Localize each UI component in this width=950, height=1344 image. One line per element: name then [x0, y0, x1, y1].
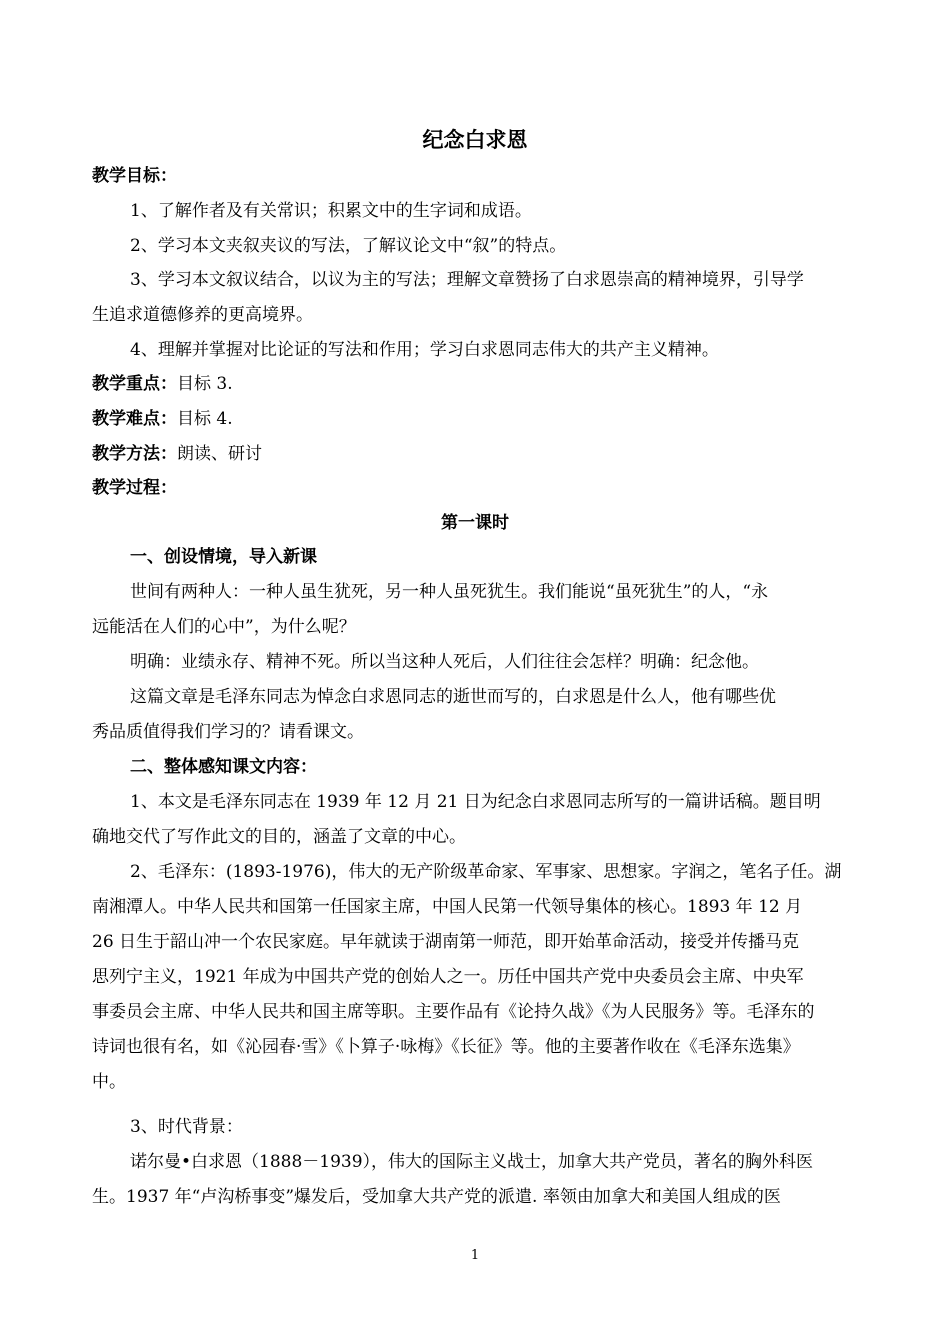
section2-line: 南湘潭人。中华人民共和国第一任国家主席，中国人民第一代领导集体的核心。1893 年 12 月 — [92, 897, 803, 917]
section2-line: 1、本文是毛泽东同志在 1939 年 12 月 21 日为纪念白求恩同志所写的一篇讲话稿。题目明 — [130, 792, 821, 812]
difficulty-value: 目标 4. — [177, 409, 233, 429]
section2-heading: 二、整体感知课文内容： — [130, 757, 317, 777]
document-title: 纪念白求恩 — [422, 128, 528, 152]
section1-line: 世间有两种人：一种人虽生犹死，另一种人虽死犹生。我们能说“虽死犹生”的人，“永 — [130, 582, 769, 602]
objective-1: 1、了解作者及有关常识；积累文中的生字词和成语。 — [130, 201, 532, 221]
section1-line: 这篇文章是毛泽东同志为悼念白求恩同志的逝世而写的，白求恩是什么人，他有哪些优 — [130, 687, 776, 707]
section2-line: 26 日生于韶山冲一个农民家庭。早年就读于湖南第一师范，即开始革命活动，接受并传播马克 — [92, 932, 800, 952]
section1-line: 秀品质值得我们学习的？请看课文。 — [92, 722, 364, 742]
section2-line: 诗词也很有名，如《沁园春·雪》《卜算子·咏梅》《长征》等。他的主要著作收在《毛泽东选集》 — [92, 1037, 800, 1057]
section2-line: 中。 — [92, 1072, 126, 1092]
section2-line: 思列宁主义，1921 年成为中国共产党的创始人之一。历任中国共产党中央委员会主席、中央军 — [92, 967, 804, 987]
section1-heading: 一、创设情境，导入新课 — [130, 547, 317, 567]
method-label: 教学方法： — [92, 444, 177, 464]
objective-3-cont: 生追求道德修养的更高境界。 — [92, 305, 313, 325]
page-number: 1 — [470, 1248, 480, 1263]
section2-line: 2、毛泽东：(1893-1976)，伟大的无产阶级革命家、军事家、思想家。字润之，笔名子任。湖 — [130, 862, 842, 882]
key-point — [92, 372, 862, 396]
objective-2: 2、学习本文夹叙夹议的写法，了解议论文中“叙”的特点。 — [130, 236, 567, 256]
objective-3: 3、学习本文叙议结合，以议为主的写法；理解文章赞扬了白求恩崇高的精神境界，引导学 — [130, 270, 804, 290]
lesson-heading: 第一课时 — [441, 513, 509, 533]
difficulty-label: 教学难点： — [92, 409, 177, 429]
section2-line: 诺尔曼•白求恩（1888－1939），伟大的国际主义战士，加拿大共产党员，著名的胸外科医 — [130, 1152, 814, 1172]
objectives-label: 教学目标： — [92, 166, 177, 186]
section2-line: 生。1937 年“卢沟桥事变”爆发后，受加拿大共产党的派遣. 率领由加拿大和美国人组成的医 — [92, 1187, 781, 1207]
section1-line: 明确：业绩永存、精神不死。所以当这种人死后，人们往往会怎样？明确：纪念他。 — [130, 652, 759, 672]
method-value: 朗读、研讨 — [177, 444, 262, 464]
section2-line: 3、时代背景： — [130, 1117, 243, 1137]
key-point-label: 教学重点： — [92, 374, 177, 394]
key-point-value: 目标 3. — [177, 374, 233, 394]
section2-line: 事委员会主席、中华人民共和国主席等职。主要作品有《论持久战》《为人民服务》等。毛泽东的 — [92, 1002, 815, 1022]
difficulty — [92, 407, 862, 431]
method — [92, 442, 862, 466]
process-label: 教学过程： — [92, 478, 177, 498]
section1-line: 远能活在人们的心中”，为什么呢？ — [92, 617, 356, 637]
section2-line: 确地交代了写作此文的目的，涵盖了文章的中心。 — [92, 827, 466, 847]
objective-4: 4、理解并掌握对比论证的写法和作用；学习白求恩同志伟大的共产主义精神。 — [130, 340, 719, 360]
